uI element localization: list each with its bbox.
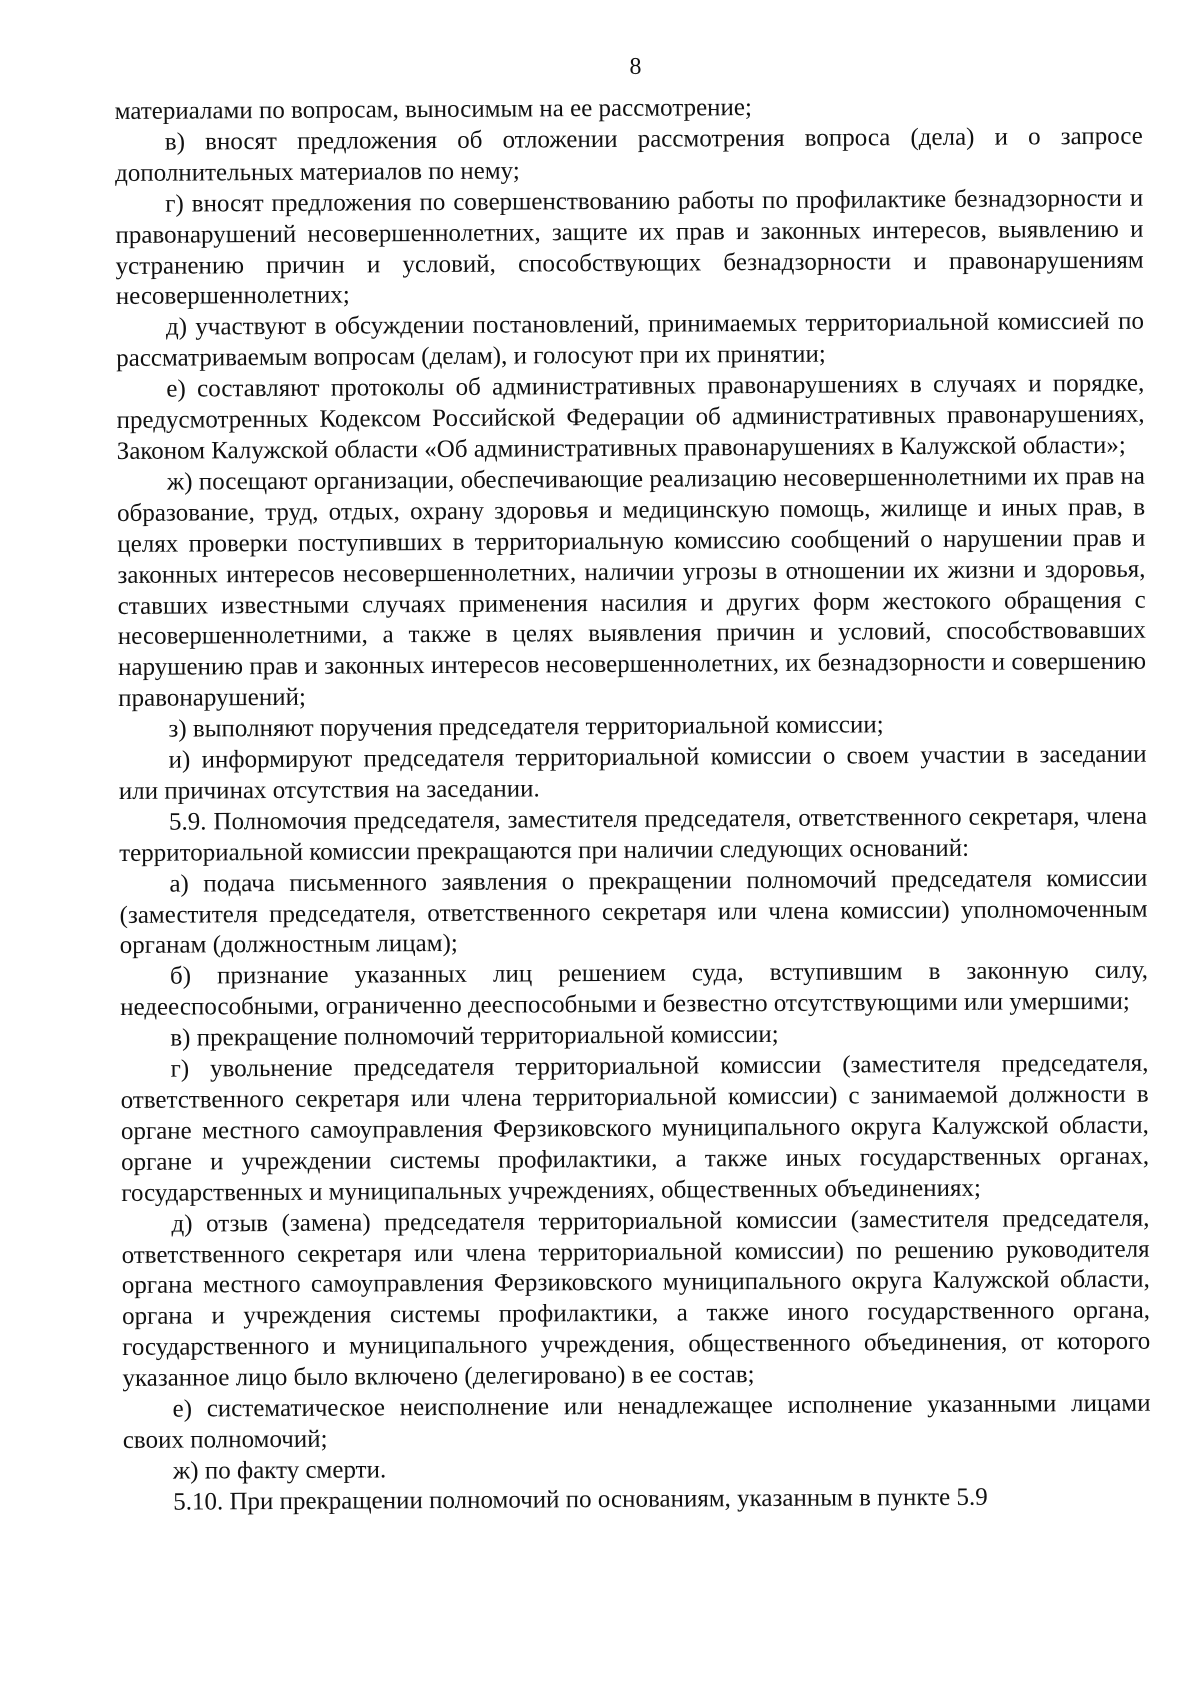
paragraph-clause-5-9-zh: ж) по факту смерти.: [172, 1456, 387, 1485]
paragraph-item-v: в) вносят предложения об отложении рассмотрения вопроса (дела) и о запросе дополнительных материалов по нему;: [114, 122, 1143, 187]
paragraph-clause-5-9: 5.9. Полномочия председателя, заместителя председателя, ответственного секретаря, члена территориальной комиссии прекращаются при наличии следующих оснований:: [119, 802, 1148, 867]
paragraph-clause-5-9-v: в) прекращение полномочий территориальной комиссии;: [170, 1021, 779, 1052]
paragraph-clause-5-9-e: е) систематическое неисполнение или ненадлежащее исполнение указанными лицами своих полномочий;: [122, 1389, 1151, 1454]
paragraph-clause-5-9-b: б) признание указанных лиц решением суда, вступившим в законную силу, недееспособными, ограниченно дееспособными и безвестно отсутствующими или умершими;: [120, 957, 1149, 1022]
paragraph-clause-5-9-d: д) отзыв (замена) председателя территориальной комиссии (заместителя председателя, ответственного секретаря или члена территориальной комиссии) по решению руководителя органа местного самоуправления Ферзиковского муниципального округа Калужской области, органа и учреждения системы профилактики, а также иного государственного органа, государственного и муниципального учреждения, общественного объединения, от которого указанное лицо было включено (делегировано) в ее состав;: [121, 1204, 1151, 1393]
paragraph-item-e: е) составляют протоколы об административных правонарушениях в случаях и порядке, предусмотренных Кодексом Российской Федерации об административных правонарушениях, Законом Калужской области «Об административных правонарушениях в Калужской области»;: [116, 369, 1145, 465]
document-body: [115, 91, 1152, 1519]
paragraph-continuation: материалами по вопросам, выносимым на ее рассмотрение;: [114, 94, 753, 125]
paragraph-clause-5-9-a: а) подача письменного заявления о прекращении полномочий председателя комиссии (заместителя председателя, ответственного секретаря или члена комиссии) уполномоченным органам (должностным лицам);: [119, 864, 1148, 960]
paragraph-item-g: г) вносят предложения по совершенствованию работы по профилактике безнадзорности и правонарушений несовершеннолетних, защите их прав и законных интересов, выявлению и устранению причин и условий, способствующих безнадзорности и правонарушениям несовершеннолетних;: [115, 184, 1144, 311]
paragraph-item-zh: ж) посещают организации, обеспечивающие реализацию несовершеннолетними их прав на образование, труд, отдых, охрану здоровья и медицинскую помощь, жилище и иных прав, в целях проверки поступивших в территориальную комиссию сообщений о нарушении прав и законных интересов несовершеннолетних, наличии угрозы в отношении их жизни и здоровья, ставших известными случаях применения насилия и других форм жестокого обращения с несовершеннолетними, а также в целях выявления причин и условий, способствовавших нарушению прав и законных интересов несовершеннолетних, их безнадзорности и совершению правонарушений;: [117, 462, 1147, 713]
paragraph-item-d: д) участвуют в обсуждении постановлений, принимаемых территориальной комиссией по рассматриваемым вопросам (делам), и голосуют при их принятии;: [116, 308, 1145, 373]
paragraph-item-i: и) информируют председателя территориальной комиссии о своем участии в заседании или причинах отсутствия на заседании.: [118, 740, 1147, 805]
paragraph-clause-5-10: 5.10. При прекращении полномочий по основаниям, указанным в пункте 5.9: [173, 1483, 988, 1516]
paragraph-clause-5-9-g: г) увольнение председателя территориальной комиссии (заместителя председателя, ответственного секретаря или члена территориальной комиссии) с занимаемой должности в органе местного самоуправления Ферзиковского муниципального округа Калужской области, органе и учреждении системы профилактики, а также иных государственных органах, государственных и муниципальных учреждениях, общественных объединениях;: [120, 1049, 1150, 1207]
page-number: 8: [629, 53, 642, 80]
paragraph-item-z: з) выполняют поручения председателя территориальной комиссии;: [168, 711, 884, 743]
